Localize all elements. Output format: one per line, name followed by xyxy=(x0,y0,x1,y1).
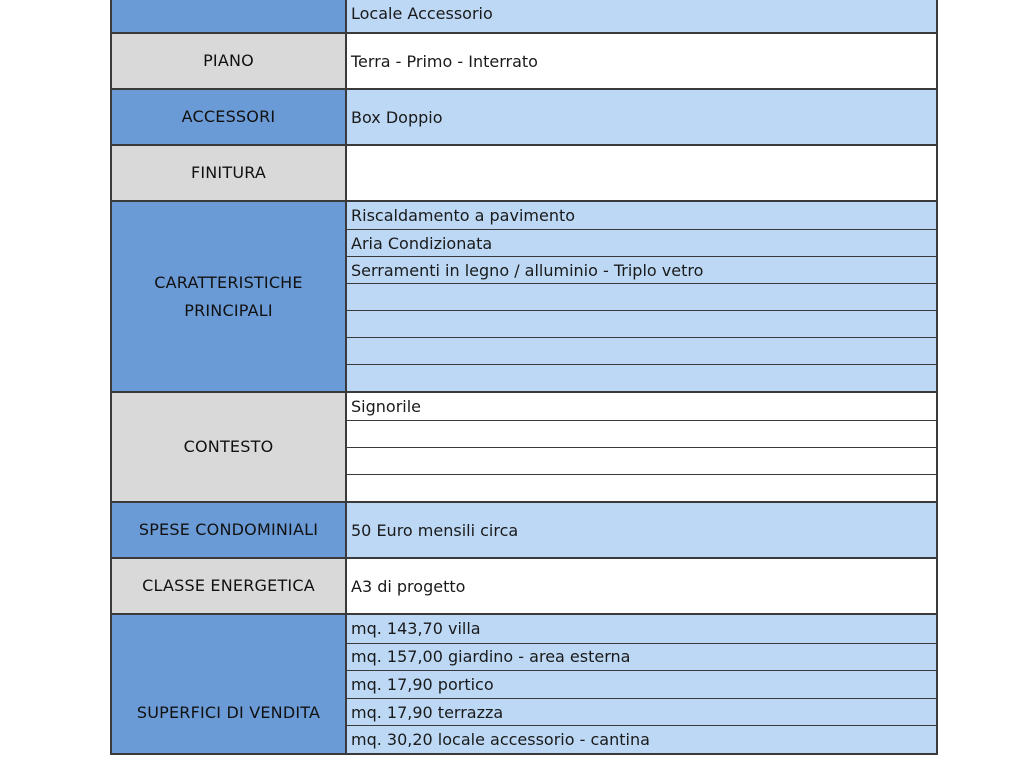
value-line xyxy=(347,364,936,391)
values-piano xyxy=(346,33,937,89)
value-line xyxy=(347,310,936,337)
values-finitura xyxy=(346,145,937,201)
label-text-line-2: PRINCIPALI xyxy=(184,300,273,320)
label-text: CLASSE ENERGETICA xyxy=(142,576,315,595)
label-accessori xyxy=(111,89,346,145)
value-line: Locale Accessorio xyxy=(347,0,936,32)
label-text: FINITURA xyxy=(190,163,267,182)
value-line: Riscaldamento a pavimento xyxy=(347,202,936,229)
label-finitura xyxy=(111,145,346,201)
value-line: mq. 30,20 locale accessorio - cantina xyxy=(347,725,936,753)
value-line: mq. 17,90 portico xyxy=(347,670,936,698)
value-line: Serramenti in legno / alluminio - Triplo vetro xyxy=(347,256,936,283)
property-spec-sheet xyxy=(110,0,936,755)
label-text-line-1: CARATTERISTICHE xyxy=(154,272,303,292)
value-line: Aria Condizionata xyxy=(347,229,936,256)
values-contesto xyxy=(346,392,937,502)
row-accessori xyxy=(111,89,937,145)
values-superfici xyxy=(346,614,937,754)
row-contesto xyxy=(111,392,937,502)
row-classe xyxy=(111,558,937,614)
label-piano xyxy=(111,33,346,89)
value-line xyxy=(347,146,936,200)
row-top xyxy=(111,0,937,33)
value-line xyxy=(347,420,936,447)
label-classe xyxy=(111,558,346,614)
values-classe xyxy=(346,558,937,614)
label-superfici xyxy=(111,614,346,754)
label-text: ACCESSORI xyxy=(181,107,276,126)
label-text: SUPERFICI DI VENDITA xyxy=(136,703,321,722)
value-line: mq. 17,90 terrazza xyxy=(347,698,936,726)
row-spese xyxy=(111,502,937,558)
value-line: mq. 143,70 villa xyxy=(347,615,936,643)
value-line: Terra - Primo - Interrato xyxy=(347,34,936,88)
label-text: CONTESTO xyxy=(183,437,274,456)
label-contesto xyxy=(111,392,346,502)
row-finitura xyxy=(111,145,937,201)
row-piano xyxy=(111,33,937,89)
row-caratteristiche xyxy=(111,201,937,392)
value-line xyxy=(347,447,936,474)
values-accessori xyxy=(346,89,937,145)
value-line: Box Doppio xyxy=(347,90,936,144)
value-line: Signorile xyxy=(347,393,936,420)
label-spese xyxy=(111,502,346,558)
value-line: mq. 157,00 giardino - area esterna xyxy=(347,643,936,671)
values-caratteristiche xyxy=(346,201,937,392)
label-text: PIANO xyxy=(203,51,254,70)
property-spec-table xyxy=(110,0,938,755)
value-line xyxy=(347,283,936,310)
value-line: A3 di progetto xyxy=(347,559,936,613)
row-superfici xyxy=(111,614,937,754)
value-line: 50 Euro mensili circa xyxy=(347,503,936,557)
label-caratteristiche xyxy=(111,201,346,392)
row-top-label xyxy=(111,0,346,33)
value-line xyxy=(347,474,936,501)
value-line xyxy=(347,337,936,364)
values-spese xyxy=(346,502,937,558)
label-text: SPESE CONDOMINIALI xyxy=(138,520,319,539)
row-top-values xyxy=(346,0,937,33)
